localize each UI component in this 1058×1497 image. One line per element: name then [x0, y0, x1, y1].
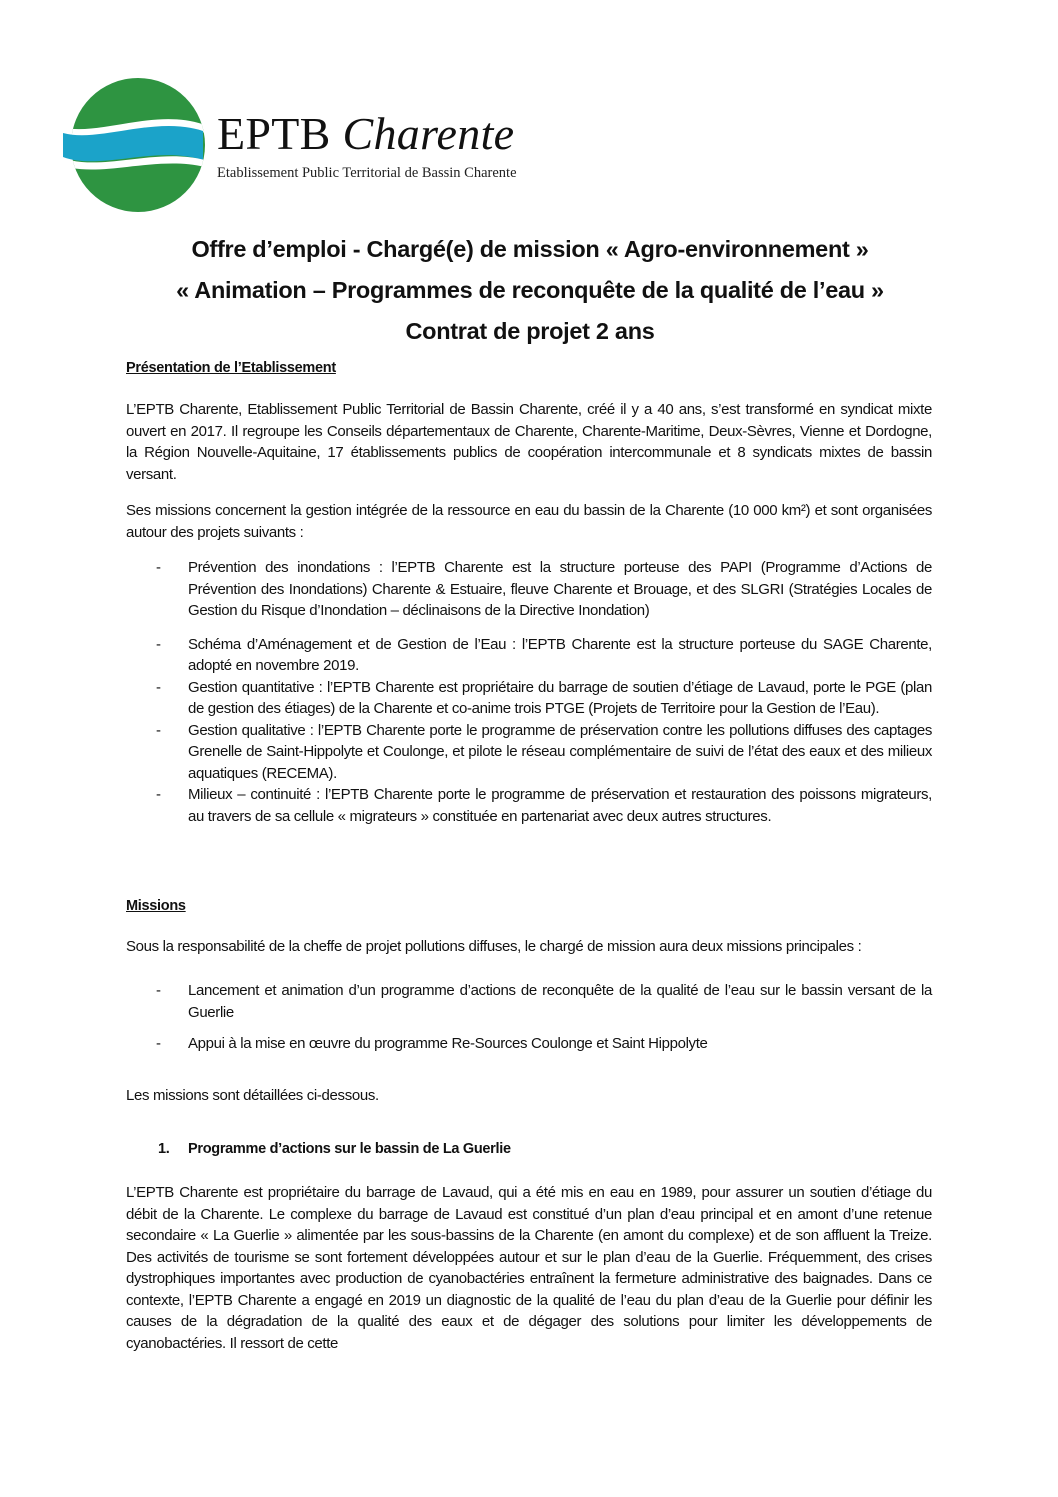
title-line-2: « Animation – Programmes de reconquête de la qualité de l’eau »: [176, 277, 884, 303]
list-item-text: Schéma d’Aménagement et de Gestion de l’Eau : l’EPTB Charente est la structure porteuse du SAGE Charente, adopté en novembre 2019.: [188, 635, 932, 674]
bullet-dash: -: [156, 678, 161, 696]
list-item-text: Milieux – continuité : l’EPTB Charente porte le programme de préservation et restauration des poissons migrateurs, au travers de sa cellule « migrateurs » constituée en partenariat avec deux autres structures.: [188, 786, 932, 825]
missions-heading: Missions: [126, 898, 186, 914]
presentation-paragraph-2: Ses missions concernent la gestion intégrée de la ressource en eau du bassin de la Charente (10 000 km²) et sont organisées autour des projets suivants :: [126, 502, 932, 541]
missions-list: [126, 980, 932, 1065]
list-item-text: Gestion quantitative : l’EPTB Charente est propriétaire du barrage de soutien d’étiage de Lavaud, porte le PGE (plan de gestion des étiages) de la Charente et co-anime trois PTGE (Projets de Territoire pour la Gestion de l’Eau).: [188, 678, 932, 717]
list-item: [126, 784, 932, 827]
title-line-3: Contrat de projet 2 ans: [405, 318, 655, 344]
list-item-text: Appui à la mise en œuvre du programme Re-Sources Coulonge et Saint Hippolyte: [188, 1035, 708, 1052]
bullet-dash: -: [156, 559, 161, 576]
section-1-paragraph: L’EPTB Charente est propriétaire du barrage de Lavaud, qui a été mis en eau en 1989, pour assurer un soutien d’étiage du débit de la Charente. Le complexe du barrage de Lavaud est constitué d’un plan d’eau principal et en amont d’une retenue secondaire « La Guerlie » alimentée par les sous-bassins de la Charente (en amont du complexe) et de son affluent la Treize. Des activités de tourisme se sont fortement développées autour et sur le plan d’eau de la Guerlie. Fréquemment, des crises dystrophiques importantes avec production de cyanobactéries entraînent la fermeture administrative des baignades. Dans ce contexte, l’EPTB Charente a engagé en 2019 un diagnostic de la qualité de l’eau du plan d’eau de la Guerlie pour définir les causes de la dégradation de la qualité des eaux et de dégager des solutions pour limiter les développements de cyanobactéries. Il ressort de cette: [126, 1184, 932, 1352]
logo-name-italic: Charente: [342, 108, 515, 159]
list-item-text: Lancement et animation d’un programme d’actions de reconquête de la qualité de l’eau sur le bassin versant de la Guerlie: [188, 982, 932, 1021]
section-1-heading: [158, 1141, 511, 1157]
presentation-heading: Présentation de l’Etablissement: [126, 360, 336, 376]
section-1-title: Programme d’actions sur le bassin de La Guerlie: [188, 1141, 511, 1157]
list-item: [126, 677, 932, 720]
logo-subtitle: Etablissement Public Territorial de Bassin Charente: [217, 165, 517, 181]
bullet-dash: -: [156, 1035, 161, 1052]
missions-detail-note: Les missions sont détaillées ci-dessous.: [126, 1087, 379, 1104]
section-1-number: 1.: [158, 1141, 170, 1157]
eptb-logo: [55, 75, 575, 220]
list-item: [126, 980, 932, 1023]
logo-name-bold: EPTB: [217, 108, 331, 159]
logo-title: [217, 107, 514, 160]
bullet-dash: -: [156, 982, 161, 999]
list-item: [126, 557, 932, 622]
bullet-dash: -: [156, 721, 161, 739]
logo-globe-icon: [55, 75, 215, 220]
bullet-dash: -: [156, 786, 161, 803]
missions-intro: Sous la responsabilité de la cheffe de projet pollutions diffuses, le chargé de mission aura deux missions principales :: [126, 938, 862, 955]
bullet-dash: -: [156, 635, 161, 653]
projects-list: [126, 557, 932, 827]
list-item-text: Gestion qualitative : l’EPTB Charente porte le programme de préservation contre les pollutions diffuses des captages Grenelle de Saint-Hippolyte et Coulonge, et pilote le réseau complémentaire de suivi de l’état des eaux et des milieux aquatiques (RECEMA).: [188, 721, 932, 782]
list-item: [126, 634, 932, 677]
presentation-paragraph-1: L’EPTB Charente, Etablissement Public Territorial de Bassin Charente, créé il y a 40 ans, s’est transformé en syndicat mixte ouvert en 2017. Il regroupe les Conseils départementaux de Charente, Charente-Maritime, Deux-Sèvres, Vienne et Dordogne, la Région Nouvelle-Aquitaine, 17 établissements publics de coopération intercommunale et 8 syndicats mixtes de bassin versant.: [126, 401, 932, 483]
title-line-1: Offre d’emploi - Chargé(e) de mission « Agro-environnement »: [191, 236, 869, 262]
list-item: [126, 720, 932, 785]
list-item: [126, 1033, 932, 1055]
list-item-text: Prévention des inondations : l’EPTB Charente est la structure porteuse des PAPI (Programme d’Actions de Prévention des Inondations) Charente & Estuaire, fleuve Charente et Brouage, et des SLGRI (Stratégies Locales de Gestion du Risque d’Inondation – déclinaisons de la Directive Inondation): [188, 559, 932, 619]
